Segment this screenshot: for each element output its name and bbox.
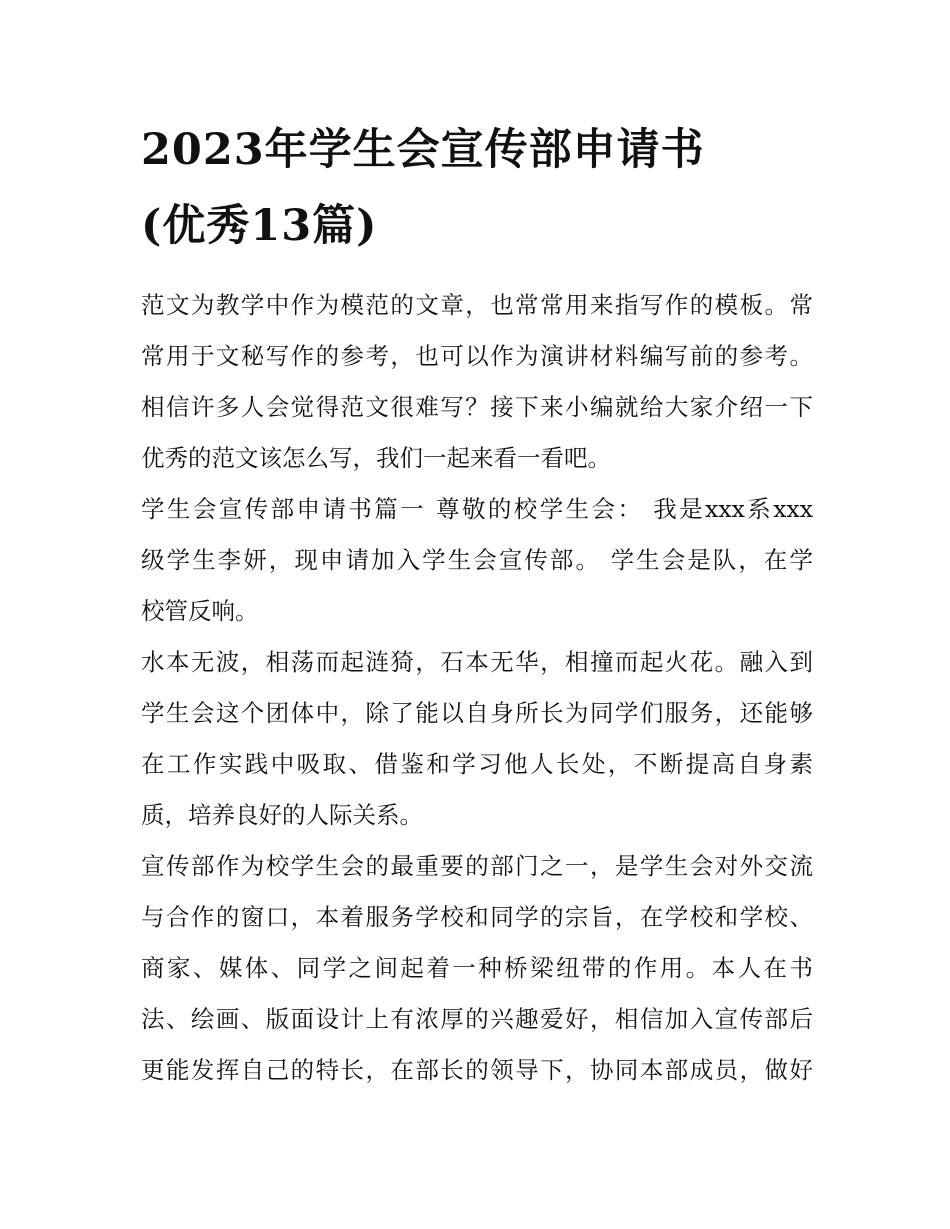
text-line: 常用于文秘写作的参考，也可以作为演讲材料编写前的参考。 (141, 342, 813, 370)
paragraph-intro (141, 280, 813, 484)
text-line: 范文为教学中作为模范的文章，也常常用来指写作的模板。常 (141, 291, 813, 319)
text-line: 与合作的窗口，本着服务学校和同学的宗旨，在学校和学校、 (141, 903, 813, 931)
text-line: 宣传部作为校学生会的最重要的部门之一，是学生会对外交流 (141, 852, 813, 880)
title-line: 2023年学生会宣传部申请书 (141, 125, 705, 175)
document-title (141, 112, 813, 264)
text-line: 级学生李妍，现申请加入学生会宣传部。 学生会是队，在学 (141, 546, 813, 574)
title-line: (优秀13篇) (141, 201, 378, 251)
text-line: 商家、媒体、同学之间起着一种桥梁纽带的作用。本人在书 (141, 954, 813, 982)
text-line: 法、绘画、版面设计上有浓厚的兴趣爱好，相信加入宣传部后 (141, 1005, 813, 1033)
text-line: 校管反响。 (141, 597, 259, 625)
text-line: 在工作实践中吸取、借鉴和学习他人长处，不断提高自身素 (141, 750, 813, 778)
text-line: 相信许多人会觉得范文很难写？接下来小编就给大家介绍一下 (141, 393, 813, 421)
text-line: 更能发挥自己的特长，在部长的领导下，协同本部成员，做好 (141, 1056, 813, 1084)
paragraph-department-role (141, 841, 813, 1096)
document-content (141, 112, 813, 1096)
text-line: 质，培养良好的人际关系。 (141, 801, 423, 829)
text-line: 优秀的范文该怎么写，我们一起来看一看吧。 (141, 444, 611, 472)
text-line: 学生会这个团体中，除了能以自身所长为同学们服务，还能够 (141, 699, 813, 727)
text-line: 水本无波，相荡而起涟猗，石本无华，相撞而起火花。融入到 (141, 648, 813, 676)
paragraph-motivation (141, 637, 813, 841)
document-body (141, 280, 813, 1096)
text-line: 学生会宣传部申请书篇一 尊敬的校学生会： 我是xxx系xxx (141, 495, 813, 523)
paragraph-application-opening (141, 484, 813, 637)
